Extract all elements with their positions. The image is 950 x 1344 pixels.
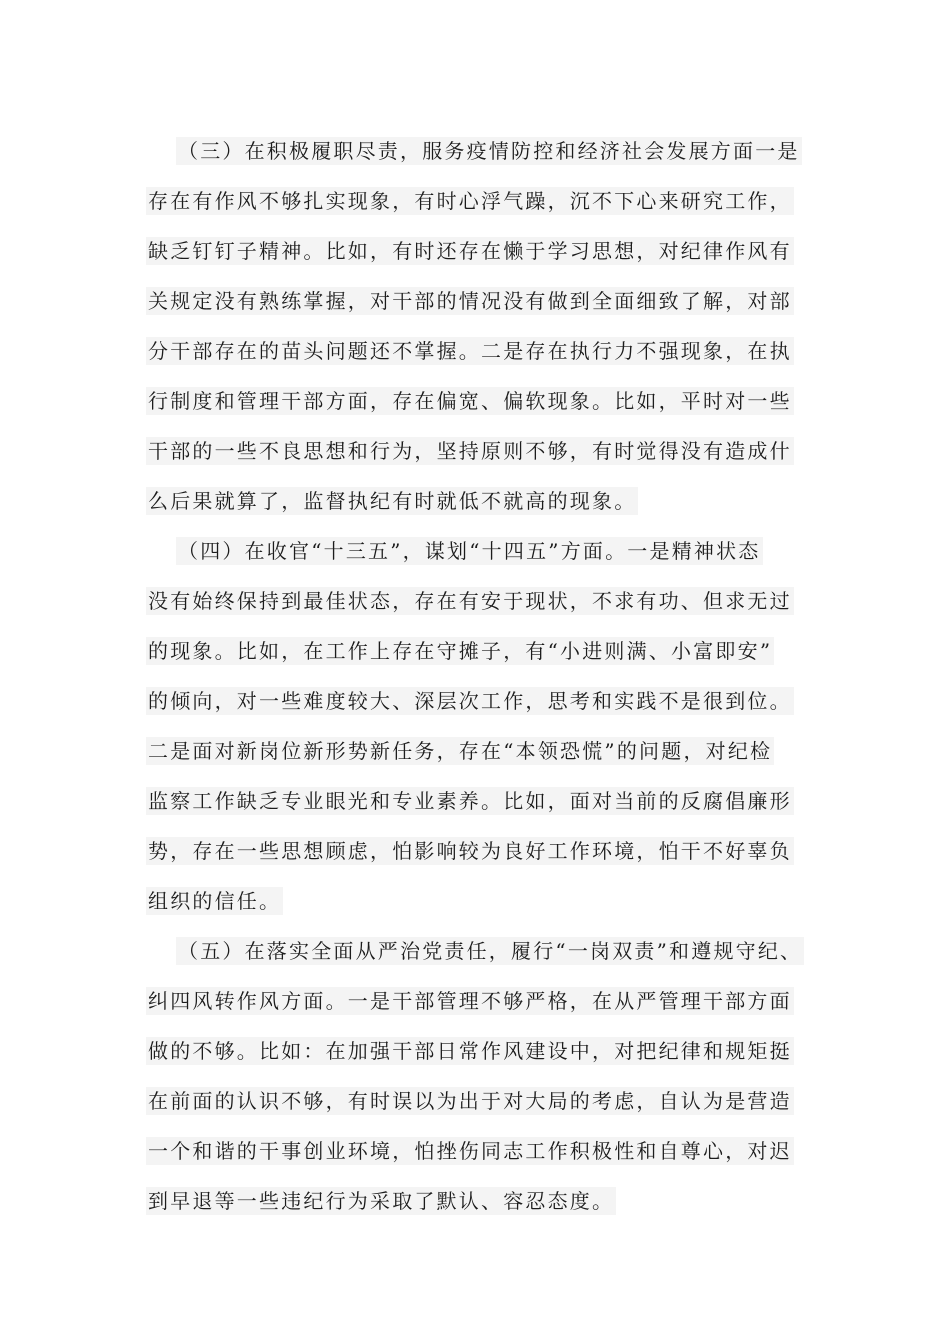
text-line: 分干部存在的苗头问题还不掌握。二是存在执行力不强现象，在执 [148,339,792,363]
text-line: 一个和谐的干事创业环境，怕挫伤同志工作积极性和自尊心，对迟 [148,1139,792,1163]
text-line: 么后果就算了，监督执纪有时就低不就高的现象。 [148,489,637,513]
text-line: 的倾向，对一些难度较大、深层次工作，思考和实践不是很到位。 [148,689,792,713]
text-line: 干部的一些不良思想和行为，坚持原则不够，有时觉得没有造成什 [148,439,792,463]
text-line: 行制度和管理干部方面，存在偏宽、偏软现象。比如，平时对一些 [148,389,792,413]
text-line: 势，存在一些思想顾虑，怕影响较为良好工作环境，怕干不好辜负 [148,839,792,863]
text-line: 存在有作风不够扎实现象，有时心浮气躁，沉不下心来研究工作， [148,189,792,213]
text-line: 组织的信任。 [148,889,282,913]
text-line: （五）在落实全面从严治党责任，履行“一岗双责”和遵规守纪、 [178,939,803,963]
text-line: （三）在积极履职尽责，服务疫情防控和经济社会发展方面一是 [178,139,800,163]
text-line: 的现象。比如，在工作上存在守摊子，有“小进则满、小富即安” [148,639,773,663]
text-line: 到早退等一些违纪行为采取了默认、容忍态度。 [148,1189,615,1213]
text-line: 监察工作缺乏专业眼光和专业素养。比如，面对当前的反腐倡廉形 [148,789,792,813]
text-line: 没有始终保持到最佳状态，存在有安于现状，不求有功、但求无过 [148,589,792,613]
text-line: 在前面的认识不够，有时误以为出于对大局的考虑，自认为是营造 [148,1089,792,1113]
text-line: 缺乏钉钉子精神。比如，有时还存在懒于学习思想，对纪律作风有 [148,239,792,263]
text-line: 纠四风转作风方面。一是干部管理不够严格，在从严管理干部方面 [148,989,792,1013]
text-line: 做的不够。比如：在加强干部日常作风建设中，对把纪律和规矩挺 [148,1039,792,1063]
text-line: 关规定没有熟练掌握，对干部的情况没有做到全面细致了解，对部 [148,289,792,313]
text-line: 二是面对新岗位新形势新任务，存在“本领恐慌”的问题，对纪检 [148,739,773,763]
text-line: （四）在收官“十三五”，谋划“十四五”方面。一是精神状态 [178,539,761,563]
